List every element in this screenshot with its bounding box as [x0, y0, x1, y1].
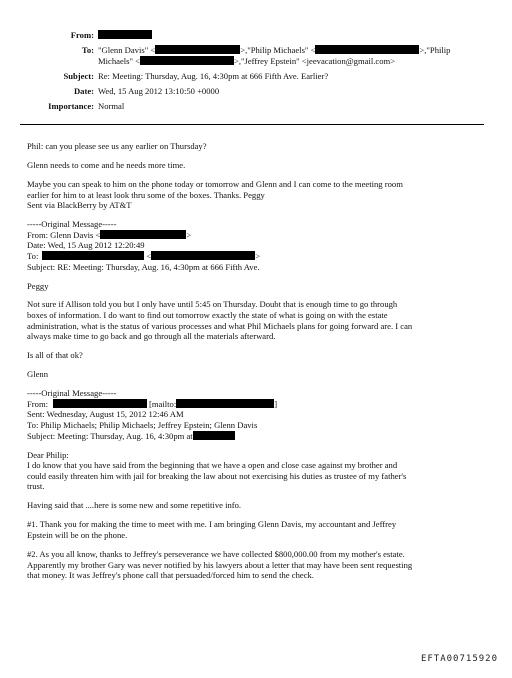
redaction-box — [315, 45, 419, 54]
text: ] — [274, 398, 278, 409]
text: From: — [27, 398, 49, 409]
text: > — [255, 250, 261, 261]
original-message-1 — [27, 219, 483, 272]
to-text: "Glenn Davis" < — [98, 45, 156, 55]
to-text: Michaels" < — [98, 56, 141, 66]
text-line: #2. As you all know, thanks to Jeffrey's perseverance we have collected $800,000.00 from my mother's estate. — [27, 548, 405, 559]
text-line: that money. It was Jeffrey's phone call that persuaded/forced him to send the check. — [27, 570, 314, 581]
original-message-2 — [27, 388, 483, 441]
to-line-1 — [98, 45, 450, 56]
text-line: trust. — [27, 481, 45, 492]
paragraph: Peggy — [27, 280, 49, 291]
redaction-box — [151, 251, 255, 260]
email-body — [27, 141, 483, 589]
orig1-to-line — [27, 251, 483, 262]
text-line: Epstein will be on the phone. — [27, 529, 128, 540]
redaction-box — [98, 30, 152, 39]
paragraph: Glenn needs to come and he needs more time. — [27, 159, 186, 170]
orig2-subject-line — [27, 431, 483, 442]
importance-value: Normal — [98, 101, 125, 111]
paragraph — [27, 549, 483, 581]
to-text: >,"Philip Michaels" < — [240, 45, 316, 55]
paragraph — [27, 450, 483, 492]
text: < — [146, 250, 152, 261]
to-text: >,"Philip — [419, 45, 451, 55]
paragraph — [27, 299, 483, 341]
redaction-box — [140, 56, 234, 65]
redaction-box — [53, 399, 147, 408]
redaction-box — [100, 230, 186, 239]
document-id: EFTA00715920 — [420, 654, 498, 664]
text: To: — [27, 250, 39, 261]
text-line: Maybe you can speak to him on the phone today or tomorrow and Glenn and I can come to the meeting room — [27, 178, 403, 189]
to-line-2 — [98, 56, 395, 67]
paragraph: Having said that ....here is some new and some repetitive info. — [27, 500, 242, 511]
header-divider — [20, 124, 484, 125]
paragraph: Glenn — [27, 369, 49, 380]
text-line: could easily threaten him with jail for breaking the law about not exercising his duties as trustee of my father's — [27, 470, 407, 481]
importance-label: Importance: — [48, 101, 94, 111]
from-value — [98, 30, 152, 41]
salutation: Dear Philip: — [27, 449, 69, 460]
orig2-from-line — [27, 399, 483, 410]
paragraph — [27, 519, 483, 540]
text: [mailto: — [149, 398, 177, 409]
text-line: Not sure if Allison told you but I only have until 5:45 on Thursday. Doubt that is enough time to go through — [27, 299, 398, 310]
orig1-subject-line: Subject: RE: Meeting: Thursday, Aug. 16, 4:30pm at 666 Fifth Ave. — [27, 261, 260, 272]
to-label: To: — [81, 45, 94, 55]
orig1-from-line — [27, 230, 483, 241]
from-label: From: — [70, 30, 94, 40]
orig1-date-line: Date: Wed, 15 Aug 2012 12:20:49 — [27, 240, 145, 251]
subject-value: Re: Meeting: Thursday, Aug. 16, 4:30pm at 666 Fifth Ave. Earlier? — [98, 71, 329, 81]
paragraph: Is all of that ok? — [27, 350, 83, 361]
text: Subject: Meeting: Thursday, Aug. 16, 4:30pm at — [27, 430, 193, 441]
text-line: I do know that you have said from the beginning that we have a open and close case against my brother and — [27, 460, 398, 471]
orig2-sent-line: Sent: Wednesday, August 15, 2012 12:46 AM — [27, 409, 184, 420]
text: From: Glenn Davis < — [27, 229, 101, 240]
text-line: Apparently my brother Gary was never notified by his lawyers about a letter that may have been sent requesting — [27, 559, 413, 570]
subject-label: Subject: — [63, 71, 94, 81]
redaction-box — [193, 431, 235, 440]
text-line: earlier for him to at least look thru some of the boxes. Thanks. Peggy — [27, 189, 265, 200]
original-message-marker: -----Original Message----- — [27, 219, 117, 230]
text-line: boxes of information. I do want to find out tomorrow exactly the state of what is going on with the estate — [27, 310, 388, 321]
redaction-box — [42, 251, 144, 260]
redaction-box — [155, 45, 240, 54]
email-header — [0, 0, 512, 120]
orig2-to-line: To: Philip Michaels; Philip Michaels; Jeffrey Epstein; Glenn Davis — [27, 420, 258, 430]
text-line: #1. Thank you for making the time to meet with me. I am bringing Glenn Davis, my accountant and Jeffrey — [27, 519, 397, 530]
text: > — [186, 229, 192, 240]
text-line: always make time to go back and go through all the materials afterward. — [27, 331, 276, 342]
redaction-box — [176, 399, 274, 408]
original-message-marker: -----Original Message----- — [27, 388, 117, 399]
paragraph — [27, 179, 483, 211]
text-line: Sent via BlackBerry by AT&T — [27, 200, 132, 211]
date-value: Wed, 15 Aug 2012 13:10:50 +0000 — [98, 86, 220, 96]
to-text: >,"Jeffrey Epstein" <jeevacation@gmail.com> — [234, 56, 396, 66]
paragraph: Phil: can you please see us any earlier on Thursday? — [27, 141, 207, 151]
date-label: Date: — [73, 86, 94, 96]
text-line: administration, what is the status of various processes and what Phil Michaels plans for going forward are. I can — [27, 320, 413, 331]
